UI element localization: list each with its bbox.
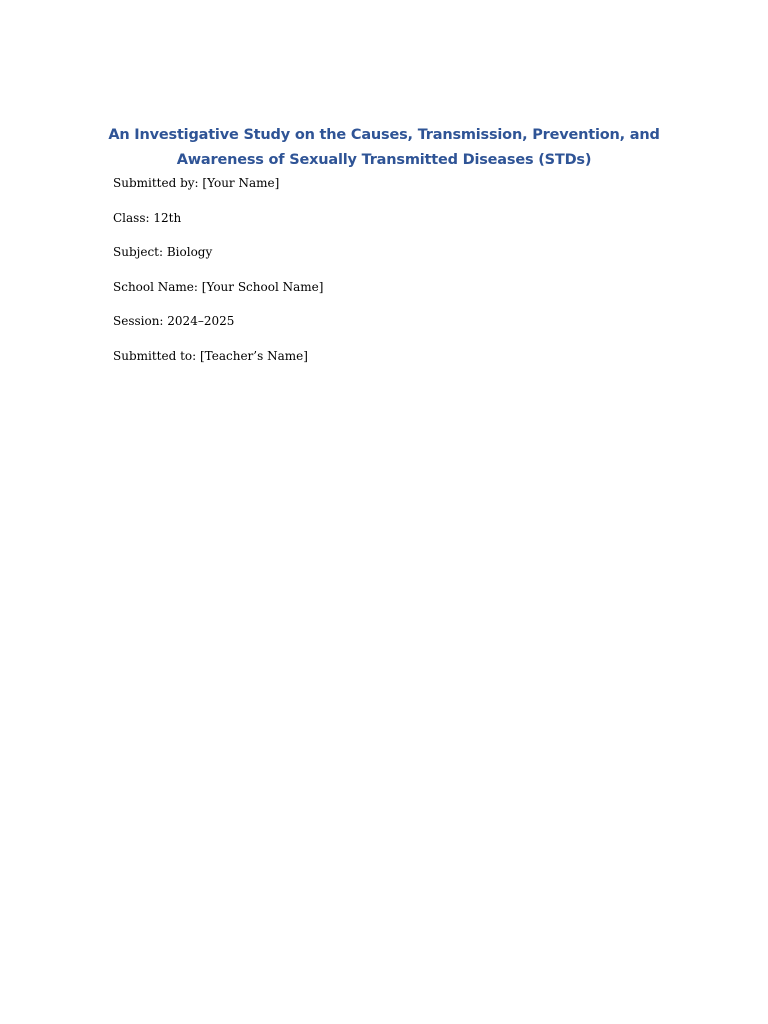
cover-details-list [113,174,673,382]
document-title-line-2: Awareness of Sexually Transmitted Diseases (STDs) [176,152,592,168]
document-title-line-1: An Investigative Study on the Causes, Transmission, Prevention, and [108,127,660,143]
document-title [96,123,672,173]
submitted-to-line: Submitted to: [Teacher’s Name] [113,348,308,363]
school-name-line: School Name: [Your School Name] [113,279,324,294]
session-line: Session: 2024–2025 [113,314,235,329]
submitted-by-line: Submitted by: [Your Name] [113,176,280,190]
class-line: Class: 12th [113,210,182,225]
subject-line: Subject: Biology [113,245,213,260]
